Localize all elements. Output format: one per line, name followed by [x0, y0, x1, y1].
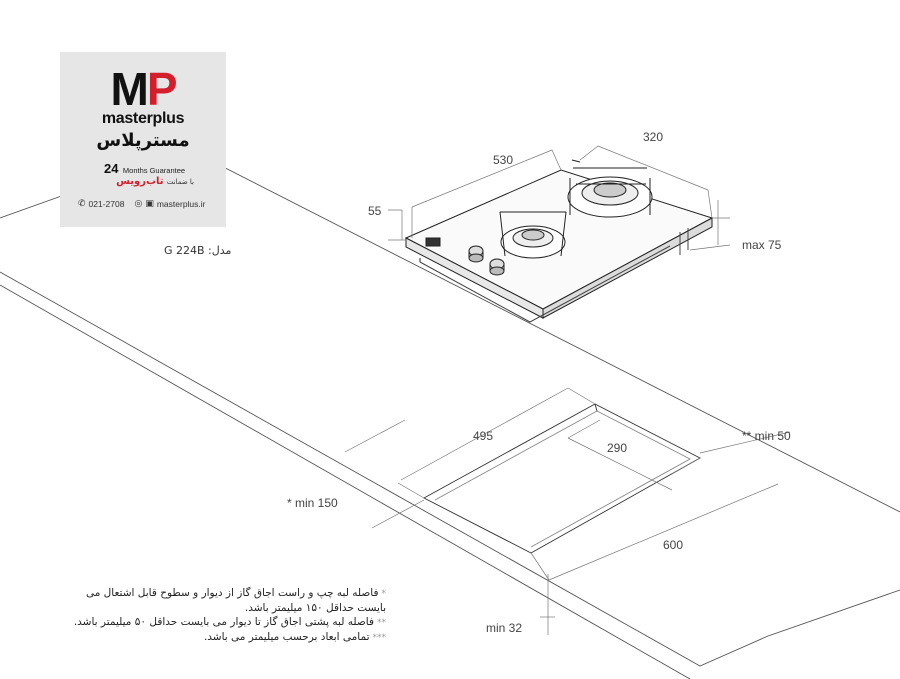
dim-max-height: max 75: [742, 238, 782, 252]
brand-name-fa: مسترپلاس: [96, 130, 190, 151]
cutout: [424, 404, 700, 553]
guarantee-text: Months Guarantee: [122, 166, 186, 175]
dim-min-thickness: min 32: [486, 621, 523, 635]
instagram-icon: ▣: [145, 198, 154, 208]
dim-min-back: ** min 50: [742, 429, 791, 443]
badge-icon: [426, 238, 440, 246]
phone-number: 021-2708: [88, 198, 125, 209]
brand-name-en: masterplus: [101, 110, 185, 127]
dim-cutout-depth: 290: [607, 441, 628, 455]
dim-min-side: * min 150: [287, 496, 338, 510]
hob: [406, 160, 712, 322]
cutout-dimension-lines: [345, 388, 790, 635]
dim-thickness: 55: [368, 204, 382, 218]
instagram-handle: masterplus.ir: [156, 198, 206, 209]
guarantee-number: 24: [104, 161, 119, 176]
large-burner: [568, 160, 652, 217]
contacts: [78, 198, 218, 209]
phone-icon: ✆: [78, 198, 86, 208]
guarantee-service: با ضمانت تاب‌رویس: [116, 176, 194, 187]
brand-logo-box: [60, 52, 226, 227]
dim-cutout-width: 495: [473, 429, 494, 443]
globe-icon: ◎: [134, 198, 143, 208]
dim-counter-depth: 600: [663, 538, 684, 552]
notes: [56, 586, 386, 645]
note-item: *فاصله لبه چپ و راست اجاق گاز از دیوار و سطوح قابل اشتعال می بایست حداقل ۱۵۰ میلیمتر باشد.: [85, 587, 386, 614]
brand-logo-mark: MP: [110, 63, 176, 115]
model-label: مدل: G 224B: [164, 244, 232, 257]
knob-right: [490, 259, 504, 275]
dim-width: 530: [493, 153, 514, 167]
dim-depth: 320: [643, 130, 664, 144]
note-item: ***تمامی ابعاد برحسب میلیمتر می باشد.: [203, 631, 386, 643]
knob-left: [469, 246, 483, 262]
note-item: **فاصله لبه پشتی اجاق گاز تا دیوار می بایست حداقل ۵۰ میلیمتر باشد.: [73, 616, 386, 628]
